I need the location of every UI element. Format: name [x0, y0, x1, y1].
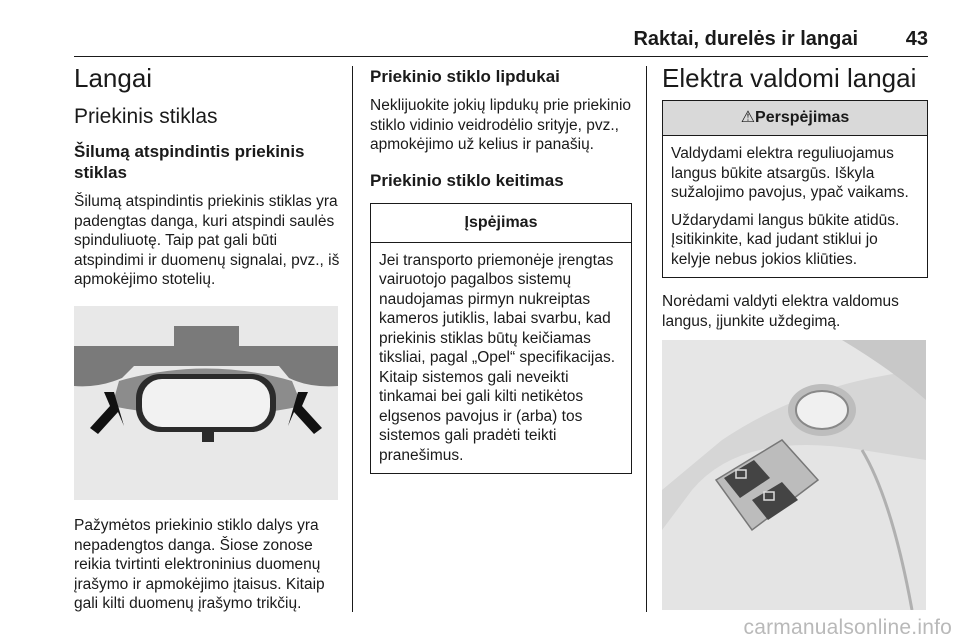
windscreen-mirror-illustration [74, 306, 338, 500]
caution-box-text: Jei transporto priemonėje įrengtas vairuotojo pagalbos sistemų naudojamas pirmyn nukreiptas kameros jutiklis, labai svarbu, kad priekinis stiklas būtų keičiamas tiksliai, pagal „Opel“ specifikacijas. Kitaip sistemos gali neveikti tinkamai bei gali kilti netikėtos elgsenos pavojus ir (arba) tos sistemos gali pradėti teikti pranešimus. [379, 251, 616, 464]
caution-box [370, 203, 632, 475]
windscreen-mirror-image [74, 306, 338, 500]
caution-box-title: Įspėjimas [371, 204, 631, 243]
warning-text-2: Uždarydami langus būkite atidūs. Įsitikinkite, kad judant stiklui jo kelyje nebus jokios kliūties. [671, 211, 900, 268]
chapter-title: Raktai, durelės ir langai [633, 28, 858, 50]
subheading-windscreen: Priekinis stiklas [74, 105, 218, 128]
warning-text-1: Valdydami elektra reguliuojamus langus būkite atsargūs. Iškyla sužalojimo pavojus, ypač vaikams. [671, 145, 909, 201]
paragraph-heat-reflecting: Šilumą atspindintis priekinis stiklas yra padengtas danga, kuri atspindi saulės spinduliuotę. Taip pat gali būti atspindimi ir duomenų signalai, pvz., iš apmokėjimo stotelių. [74, 193, 340, 288]
subheading-replacement: Priekinio stiklo keitimas [370, 170, 564, 190]
column-divider-2 [646, 66, 647, 612]
warning-box-title: Perspėjimas [755, 109, 850, 126]
caption-block [74, 516, 342, 614]
paragraph-power-windows: Norėdami valdyti elektra valdomus langus, įjunkite uždegimą. [662, 293, 899, 330]
section-heading-power-windows: Elektra valdomi langai [662, 63, 917, 93]
page-number: 43 [905, 28, 928, 50]
column-3 [662, 62, 928, 331]
column-divider-1 [352, 66, 353, 612]
warning-box [662, 100, 928, 278]
window-switch-image [662, 340, 926, 610]
subheading-heat-reflecting: Šilumą atspindintis priekinis stiklas [74, 142, 305, 182]
warning-box-header [663, 101, 927, 136]
paragraph-stickers: Neklijuokite jokių lipdukų prie priekinio stiklo vidinio veidrodėlio srityje, pvz., apmokėjimo už kelius ir panašių. [370, 97, 632, 153]
section-heading-windows: Langai [74, 63, 153, 93]
warning-triangle-icon: ⚠ [740, 109, 756, 126]
column-2 [370, 62, 632, 474]
page-header [0, 28, 928, 54]
subheading-stickers: Priekinio stiklo lipdukai [370, 67, 560, 86]
header-rule [74, 56, 928, 57]
illustration-caption: Pažymėtos priekinio stiklo dalys yra nepadengtos danga. Šiose zonose reikia tvirtinti elektroninius duomenų įrašymo ir apmokėjimo įtaisus. Kitaip gali kilti duomenų įrašymo trikčių. [74, 517, 325, 612]
window-switch-illustration [662, 340, 926, 610]
watermark: carmanualsonline.info [743, 616, 952, 639]
column-1 [74, 62, 342, 290]
